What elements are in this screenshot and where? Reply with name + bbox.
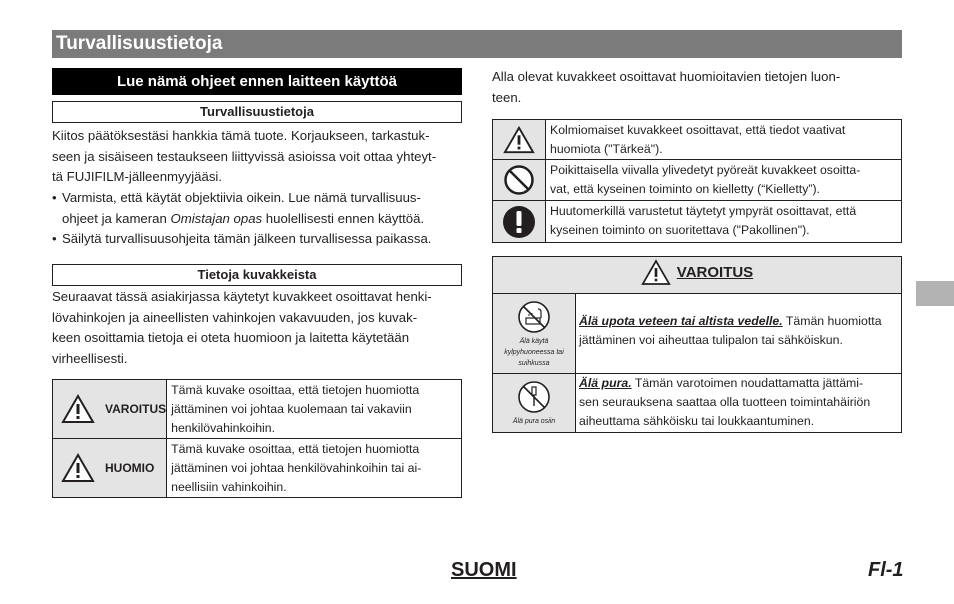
table-row: Kolmiomaiset kuvakkeet osoittavat, että tiedot vaativat huomiota ("Tärkeä"). bbox=[493, 120, 902, 160]
warning-title: Älä pura. bbox=[579, 376, 632, 390]
para-line: keen osoittamia tietoja ei oteta huomioon ja laitetta käytetään bbox=[52, 330, 410, 345]
para-line: Seuraavat tässä asiakirjassa käytetyt kuvakkeet osoittavat henki- bbox=[52, 289, 432, 304]
intro-line: tä FUJIFILM-jälleenmyyjääsi. bbox=[52, 169, 223, 184]
mandatory-exclamation-icon bbox=[502, 205, 536, 239]
prohibited-circle-icon bbox=[503, 164, 535, 196]
warning-header bbox=[493, 257, 902, 294]
warning-heading: VAROITUS bbox=[676, 264, 754, 281]
icon-table bbox=[492, 119, 902, 243]
subheading-safety: Turvallisuustietoja bbox=[52, 101, 462, 123]
page-title: Turvallisuustietoja bbox=[52, 30, 902, 58]
footer-language: SUOMI bbox=[451, 559, 517, 581]
para-line: virheellisesti. bbox=[52, 350, 128, 366]
icons-paragraph bbox=[52, 287, 462, 369]
severity-table bbox=[52, 379, 462, 498]
warning-triangle-icon bbox=[641, 259, 671, 286]
icon-caption: Älä käytä kylpyhuoneessa tai suihkussa bbox=[504, 338, 564, 367]
warning-triangle-icon bbox=[503, 125, 535, 155]
icon-caption: Älä pura osiin bbox=[512, 418, 556, 425]
para-line: lövahinkojen ja aineellisten vahinkojen vakavuuden, jos kuvak- bbox=[52, 309, 418, 325]
right-intro: Alla olevat kuvakkeet osoittavat huomioitavien tietojen luon- teen. bbox=[492, 69, 841, 105]
bullet-item: • Säilytä turvallisuusohjeita tämän jälkeen turvallisessa paikassa. bbox=[52, 229, 462, 250]
severity-label: HUOMIO bbox=[105, 461, 155, 475]
table-row: HUOMIO Tämä kuvake osoittaa, että tietojen huomiotta jättäminen voi johtaa henkilövahinkoihin tai ai- neellisiin vahinkoihin. bbox=[53, 439, 462, 498]
warning-box bbox=[492, 256, 902, 433]
warning-triangle-icon bbox=[61, 453, 95, 483]
intro-line: seen ja sisäiseen testaukseen liittyvissä asioissa voit ottaa yhteyt- bbox=[52, 148, 437, 164]
warning-triangle-icon bbox=[61, 394, 95, 424]
severity-label: VAROITUS bbox=[105, 402, 167, 416]
intro-paragraph bbox=[52, 126, 462, 188]
bullet-item: • Varmista, että käytät objektiivia oikein. Lue nämä turvallisuus- ohjeet ja kameran Omistajan opas huolellisesti ennen käyttöä. bbox=[52, 188, 462, 229]
side-tab bbox=[916, 281, 954, 306]
warning-row: Älä käytä kylpyhuoneessa tai suihkussa Älä upota veteen tai altista vedelle. Tämän huomiotta jättäminen voi aiheuttaa tulipalon tai sähköiskun. bbox=[493, 294, 902, 374]
warning-title: Älä upota veteen tai altista vedelle. bbox=[579, 314, 783, 328]
table-row: Huutomerkillä varustetut täytetyt ympyrät osoittavat, että kyseinen toiminto on suoritettava ("Pakollinen"). bbox=[493, 201, 902, 243]
bullet-list bbox=[52, 188, 462, 250]
section-heading: Lue nämä ohjeet ennen laitteen käyttöä bbox=[52, 68, 462, 95]
subheading-icons: Tietoja kuvakkeista bbox=[52, 264, 462, 286]
intro-line: Kiitos päätöksestäsi hankkia tämä tuote. Korjaukseen, tarkastuk- bbox=[52, 128, 430, 143]
warning-row: Älä pura osiin Älä pura. Tämän varotoimen noudattamatta jättämi- sen seurauksena saattaa olla tuotteen toimintahäiriön aiheuttama sähköisku tai loukkaantuminen. bbox=[493, 374, 902, 433]
table-row: Poikittaisella viivalla ylivedetyt pyöreät kuvakkeet osoitta- vat, että kyseinen toiminto on kielletty (“Kielletty”). bbox=[493, 160, 902, 201]
no-water-icon bbox=[517, 300, 551, 334]
table-row: VAROITUS Tämä kuvake osoittaa, että tietojen huomiotta jättäminen voi johtaa kuolemaan tai vakaviin henkilövahinkoihin. bbox=[53, 380, 462, 439]
footer-page-number: Fl-1 bbox=[868, 559, 904, 581]
no-disassemble-icon bbox=[517, 380, 551, 414]
manual-title: Omistajan opas bbox=[170, 210, 263, 226]
